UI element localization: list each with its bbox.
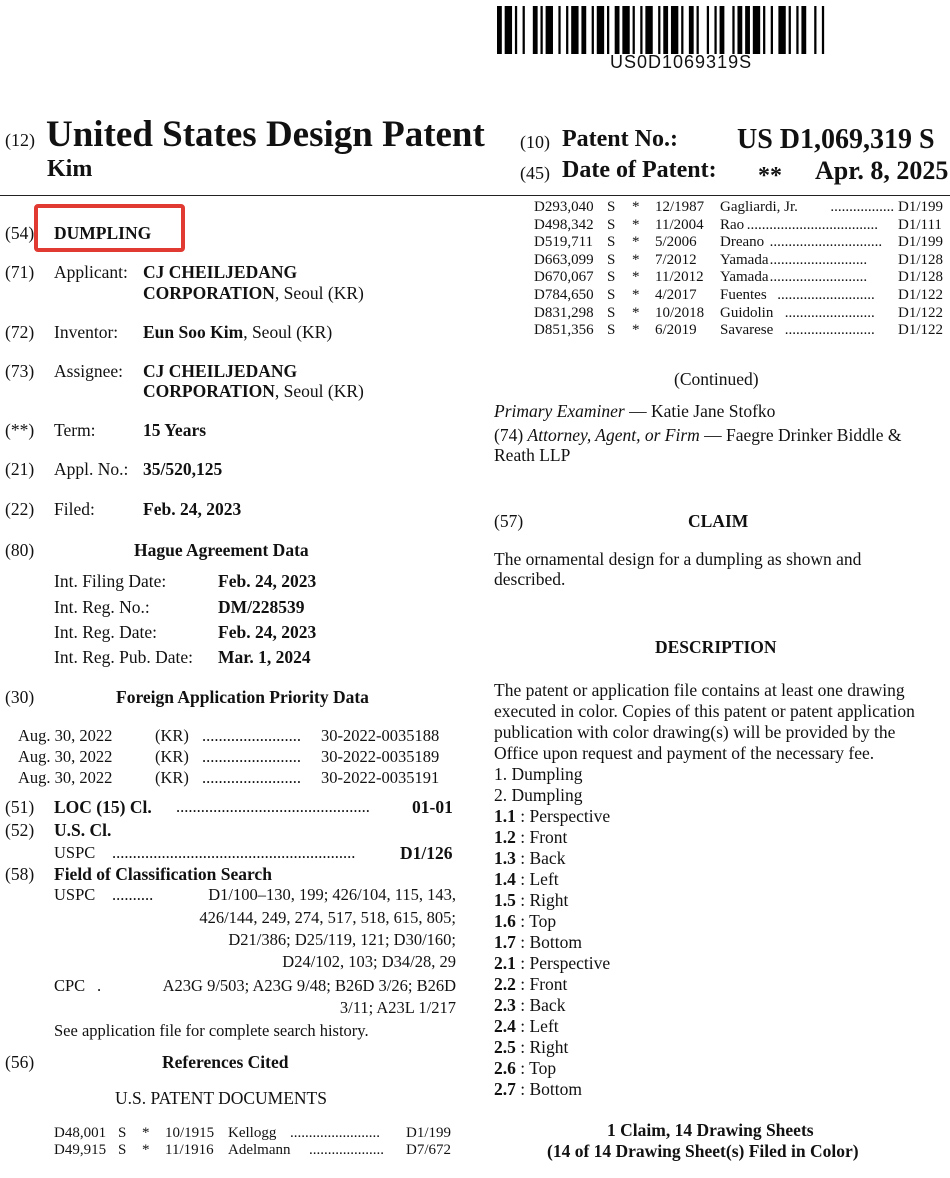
- figure-item: [494, 1037, 568, 1058]
- patent-number: US D1,069,319 S: [737, 124, 935, 155]
- ref-date: 11/2012: [655, 269, 704, 286]
- figure-item: [494, 785, 582, 806]
- ref-name: Gagliardi, Jr.: [720, 199, 798, 215]
- ref-star: *: [632, 251, 640, 268]
- ref-kind: S: [607, 322, 616, 339]
- figure-item: [494, 1079, 582, 1100]
- ref-number: D293,040: [534, 199, 594, 215]
- ref-class: D1/128: [898, 269, 943, 286]
- barcode-bar: [505, 6, 512, 54]
- description-line: publication with color drawing(s) will be provided by the: [494, 722, 896, 742]
- foreign-country: (KR): [155, 726, 189, 745]
- reference-row: [0, 199, 950, 217]
- foreign-number: 30-2022-0035188: [321, 726, 440, 745]
- ref-number: D519,711: [534, 234, 594, 251]
- barcode-bar: [558, 6, 560, 54]
- uscl-code: (52): [5, 820, 35, 840]
- barcode-bar: [697, 6, 699, 54]
- dot-leader: ....................: [309, 1142, 384, 1158]
- barcode-bar: [778, 6, 785, 54]
- loc-code: (51): [5, 797, 35, 817]
- ref-class: D1/122: [898, 304, 943, 321]
- figure-number: 1.1: [494, 806, 516, 826]
- figure-item: [494, 869, 559, 890]
- ref-star: *: [142, 1142, 150, 1158]
- ref-date: 11/2004: [655, 216, 704, 233]
- ref-class: D1/128: [898, 251, 943, 268]
- ref-kind: S: [607, 251, 616, 268]
- date-label: Date of Patent:: [562, 157, 717, 183]
- barcode-bar: [615, 6, 620, 54]
- ref-name: Kellogg: [228, 1125, 277, 1141]
- dot-leader: ........................: [202, 768, 301, 787]
- filed-code: (22): [5, 499, 35, 519]
- figure-item: [494, 806, 610, 827]
- figure-item: [494, 764, 582, 785]
- dot-leader: ..........................: [777, 287, 875, 303]
- barcode-bar: [640, 6, 642, 54]
- ref-date: 4/2017: [655, 287, 697, 303]
- figure-item: [494, 974, 567, 995]
- patent-no-label: Patent No.:: [562, 126, 678, 152]
- barcode-bar: [663, 6, 668, 54]
- foreign-number: 30-2022-0035191: [321, 768, 440, 787]
- claim-text-line2: described.: [494, 569, 566, 589]
- hague-value: Feb. 24, 2023: [218, 622, 317, 642]
- dot-leader: ..............................: [769, 234, 883, 251]
- claims-summary: 1 Claim, 14 Drawing Sheets: [607, 1120, 814, 1140]
- figure-label: : Perspective: [515, 806, 611, 826]
- field-line: D1/100–130, 199; 426/104, 115, 143,: [208, 885, 456, 904]
- barcode-bar: [745, 6, 750, 54]
- figure-label: : Back: [515, 995, 566, 1015]
- figure-number: 1.2: [494, 827, 516, 847]
- foreign-code: (30): [5, 687, 35, 707]
- figure-label: : Back: [515, 848, 566, 868]
- ref-star: *: [632, 234, 640, 251]
- barcode-number: US0D1069319S: [610, 52, 753, 72]
- continued-note: (Continued): [674, 369, 759, 389]
- barcode: [497, 6, 827, 54]
- assignee-code: (73): [5, 361, 35, 381]
- dot-leader: ........................: [202, 747, 301, 766]
- ref-class: D1/199: [898, 234, 943, 251]
- ref-star: *: [632, 304, 640, 321]
- term-label: Term:: [54, 420, 96, 440]
- ref-class: D1/199: [898, 199, 943, 215]
- barcode-bar: [771, 6, 773, 54]
- ref-date: 11/1916: [165, 1142, 214, 1158]
- uspc-label: USPC: [54, 843, 96, 862]
- dot-leader: .: [97, 976, 102, 995]
- foreign-country: (KR): [155, 747, 189, 766]
- barcode-bar: [497, 6, 502, 54]
- hague-value: Mar. 1, 2024: [218, 647, 311, 667]
- ref-name: Savarese: [720, 322, 774, 339]
- description-line: The patent or application file contains at least one drawing: [494, 680, 905, 700]
- figure-item: [494, 827, 567, 848]
- applicant-label: Applicant:: [54, 262, 128, 282]
- figure-label: : Perspective: [515, 953, 611, 973]
- barcode-bar: [540, 6, 542, 54]
- ref-number: D851,356: [534, 322, 594, 339]
- loc-label: LOC (15) Cl.: [54, 797, 152, 817]
- reference-row: [0, 234, 950, 252]
- design-title: DUMPLING: [54, 223, 152, 243]
- ref-name: Dreano: [720, 234, 765, 251]
- figure-number: 1.4: [494, 869, 516, 889]
- assignee-label: Assignee:: [54, 361, 124, 381]
- ref-class: D1/199: [406, 1125, 451, 1141]
- reference-row: [0, 217, 950, 235]
- barcode-bar: [822, 6, 824, 54]
- dot-leader: ...........................................................: [112, 843, 356, 862]
- field-code: (58): [5, 864, 35, 884]
- figure-label: : Left: [515, 869, 559, 889]
- hague-label: Int. Reg. Date:: [54, 622, 158, 642]
- reference-row: [0, 305, 950, 323]
- figure-item: [494, 890, 568, 911]
- foreign-number: 30-2022-0035189: [321, 747, 440, 766]
- reference-row: [0, 287, 950, 305]
- barcode-bar: [714, 6, 716, 54]
- barcode-bar: [592, 6, 594, 54]
- ref-class: D1/122: [898, 287, 943, 303]
- barcode-bar: [801, 6, 806, 54]
- figure-item: [494, 953, 610, 974]
- figure-label: 2. Dumpling: [494, 785, 583, 805]
- ref-number: D831,298: [534, 304, 594, 321]
- barcode-bar: [681, 6, 683, 54]
- foreign-date: Aug. 30, 2022: [18, 747, 113, 766]
- barcode-bar: [671, 6, 678, 54]
- ref-class: D1/111: [898, 216, 942, 233]
- assignee-name-line1: CJ CHEILJEDANG: [143, 361, 298, 381]
- figure-label: : Bottom: [515, 932, 582, 952]
- date-stars: **: [758, 163, 782, 189]
- inventor-name: Eun Soo Kim, Seoul (KR): [143, 322, 333, 342]
- dot-leader: ........................: [784, 322, 875, 339]
- figure-number: 1.5: [494, 890, 516, 910]
- ref-kind: S: [607, 287, 616, 303]
- ref-star: *: [632, 199, 640, 215]
- ref-kind: S: [607, 234, 616, 251]
- barcode-bar: [753, 6, 760, 54]
- figure-number: 1.3: [494, 848, 516, 868]
- ref-name: Rao: [720, 216, 745, 233]
- patent-no-code: (10): [520, 132, 550, 152]
- figure-item: [494, 1016, 559, 1037]
- dot-leader: ...............................................: [176, 797, 370, 816]
- ref-name: Guidolin: [720, 304, 774, 321]
- term-value: 15 Years: [143, 420, 207, 440]
- dot-leader: ..........: [112, 885, 154, 904]
- barcode-bar: [789, 6, 791, 54]
- ref-kind: S: [607, 199, 616, 215]
- foreign-date: Aug. 30, 2022: [18, 726, 113, 745]
- barcode-bar: [633, 6, 635, 54]
- figure-number: 2.1: [494, 953, 516, 973]
- figure-number: 2.2: [494, 974, 516, 994]
- ref-number: D670,067: [534, 269, 594, 286]
- dot-leader: ..........................: [769, 269, 868, 286]
- barcode-bar: [689, 6, 694, 54]
- description-heading: DESCRIPTION: [655, 637, 777, 657]
- ref-star: *: [632, 322, 640, 339]
- barcode-bar: [814, 6, 816, 54]
- ref-kind: S: [118, 1125, 127, 1141]
- figure-label: : Right: [515, 890, 569, 910]
- inventor-short: Kim: [47, 156, 93, 182]
- barcode-bar: [645, 6, 652, 54]
- claim-heading: CLAIM: [688, 511, 749, 531]
- ref-star: *: [632, 287, 640, 303]
- figure-label: : Bottom: [515, 1079, 582, 1099]
- figure-item: [494, 932, 582, 953]
- uscl-label: U.S. Cl.: [54, 820, 112, 840]
- barcode-bar: [720, 6, 725, 54]
- uspc-value: D1/126: [400, 843, 453, 863]
- cpc-line: 3/11; A23L 1/217: [339, 998, 456, 1017]
- ref-number: D498,342: [534, 216, 594, 233]
- barcode-bar: [566, 6, 568, 54]
- dot-leader: ...................................: [746, 216, 879, 233]
- claim-code: (57): [494, 511, 524, 531]
- inventor-label: Inventor:: [54, 322, 119, 342]
- ref-name: Yamada: [720, 269, 769, 286]
- reference-row: [0, 252, 950, 270]
- ref-class: D1/122: [898, 322, 943, 339]
- figure-label: : Top: [515, 1058, 557, 1078]
- ref-date: 10/2018: [655, 304, 705, 321]
- barcode-bar: [737, 6, 742, 54]
- barcode-bar: [622, 6, 629, 54]
- ref-name: Fuentes: [720, 287, 767, 303]
- barcode-bar: [571, 6, 578, 54]
- type-code: (12): [5, 130, 35, 150]
- barcode-bar: [658, 6, 660, 54]
- applicant-name-line2: CORPORATION, Seoul (KR): [143, 283, 364, 303]
- barcode-bar: [732, 6, 734, 54]
- hague-code: (80): [5, 540, 35, 560]
- claim-text-line1: The ornamental design for a dumpling as shown and: [494, 549, 862, 569]
- foreign-date: Aug. 30, 2022: [18, 768, 113, 787]
- ref-kind: S: [607, 304, 616, 321]
- hague-value: Feb. 24, 2023: [218, 571, 317, 591]
- reference-row: [0, 269, 950, 287]
- field-label: Field of Classification Search: [54, 864, 272, 884]
- inventor-code: (72): [5, 322, 35, 342]
- hague-value: DM/228539: [218, 597, 305, 617]
- barcode-bar: [581, 6, 586, 54]
- hague-heading: Hague Agreement Data: [134, 540, 309, 560]
- figure-number: 2.4: [494, 1016, 516, 1036]
- barcode-bar: [763, 6, 765, 54]
- primary-examiner: Primary Examiner — Katie Jane Stofko: [494, 401, 776, 421]
- barcode-bar: [546, 6, 553, 54]
- figure-number: 2.6: [494, 1058, 516, 1078]
- dot-leader: ..........................: [769, 251, 868, 268]
- figure-label: : Top: [515, 911, 557, 931]
- figure-number: 1.6: [494, 911, 516, 931]
- term-code: (**): [5, 420, 35, 440]
- appl-code: (21): [5, 459, 35, 479]
- ref-date: 5/2006: [655, 234, 697, 251]
- figure-item: [494, 1058, 556, 1079]
- reference-row: [0, 322, 950, 340]
- ref-kind: S: [607, 216, 616, 233]
- foreign-heading: Foreign Application Priority Data: [116, 687, 369, 707]
- field-uspc-label: USPC: [54, 885, 96, 904]
- dot-leader: ........................: [784, 304, 875, 321]
- figure-item: [494, 848, 565, 869]
- ref-star: *: [632, 269, 640, 286]
- figure-item: [494, 995, 565, 1016]
- figure-number: 2.5: [494, 1037, 516, 1057]
- refs-code: (56): [5, 1052, 35, 1072]
- attorney-line1: (74) Attorney, Agent, or Firm — Faegre Drinker Biddle &: [494, 425, 902, 445]
- us-docs-heading: U.S. PATENT DOCUMENTS: [115, 1088, 327, 1108]
- sheets-summary: (14 of 14 Drawing Sheet(s) Filed in Color): [547, 1141, 859, 1161]
- attorney-line2: Reath LLP: [494, 445, 571, 465]
- barcode-bar: [533, 6, 538, 54]
- foreign-country: (KR): [155, 768, 189, 787]
- barcode-bar: [597, 6, 604, 54]
- ref-number: D48,001: [54, 1125, 107, 1141]
- ref-date: 10/1915: [165, 1125, 215, 1141]
- patent-date: Apr. 8, 2025: [815, 156, 949, 185]
- applicant-name-line1: CJ CHEILJEDANG: [143, 262, 298, 282]
- figure-item: [494, 911, 556, 932]
- ref-class: D7/672: [406, 1142, 451, 1158]
- assignee-name-line2: CORPORATION, Seoul (KR): [143, 381, 364, 401]
- barcode-bar: [796, 6, 798, 54]
- hague-label: Int. Filing Date:: [54, 571, 167, 591]
- appl-label: Appl. No.:: [54, 459, 129, 479]
- dot-leader: ........................: [202, 726, 301, 745]
- field-line: D21/386; D25/119, 121; D30/160;: [228, 930, 456, 949]
- cpc-label: CPC: [54, 976, 86, 995]
- date-code: (45): [520, 163, 550, 183]
- dot-leader: ........................: [290, 1125, 380, 1141]
- figure-label: : Left: [515, 1016, 559, 1036]
- ref-kind: S: [118, 1142, 127, 1158]
- barcode-bar: [515, 6, 517, 54]
- field-line: 426/144, 249, 274, 517, 518, 615, 805;: [199, 908, 456, 927]
- ref-date: 12/1987: [655, 199, 705, 215]
- filed-label: Filed:: [54, 499, 95, 519]
- hague-label: Int. Reg. No.:: [54, 597, 150, 617]
- applicant-code: (71): [5, 262, 35, 282]
- refs-heading: References Cited: [162, 1052, 289, 1072]
- figure-number: 1.7: [494, 932, 516, 952]
- ref-number: D784,650: [534, 287, 594, 303]
- appl-number: 35/520,125: [143, 459, 223, 479]
- search-history-note: See application file for complete search history.: [54, 1021, 369, 1040]
- ref-number: D49,915: [54, 1142, 107, 1158]
- ref-kind: S: [607, 269, 616, 286]
- ref-star: *: [632, 216, 640, 233]
- figure-label: : Front: [515, 974, 568, 994]
- title-code: (54): [5, 223, 35, 243]
- figure-number: 2.7: [494, 1079, 516, 1099]
- figure-label: 1. Dumpling: [494, 764, 583, 784]
- barcode-bar: [707, 6, 709, 54]
- barcode-bar: [607, 6, 609, 54]
- figure-label: : Right: [515, 1037, 569, 1057]
- ref-date: 7/2012: [655, 251, 697, 268]
- description-line: Office upon request and payment of the necessary fee.: [494, 743, 875, 763]
- ref-star: *: [142, 1125, 150, 1141]
- header-rule: [0, 195, 950, 196]
- ref-number: D663,099: [534, 251, 594, 268]
- description-line: executed in color. Copies of this patent or patent application: [494, 701, 915, 721]
- document-title: United States Design Patent: [46, 114, 485, 155]
- filed-date: Feb. 24, 2023: [143, 499, 242, 519]
- field-line: D24/102, 103; D34/28, 29: [282, 952, 456, 971]
- ref-name: Yamada: [720, 251, 769, 268]
- barcode-bar: [523, 6, 525, 54]
- ref-date: 6/2019: [655, 322, 697, 339]
- loc-value: 01-01: [412, 797, 453, 817]
- figure-label: : Front: [515, 827, 568, 847]
- figure-number: 2.3: [494, 995, 516, 1015]
- dot-leader: .................: [830, 199, 895, 215]
- cpc-line: A23G 9/503; A23G 9/48; B26D 3/26; B26D: [162, 976, 456, 995]
- hague-label: Int. Reg. Pub. Date:: [54, 647, 194, 667]
- ref-name: Adelmann: [228, 1142, 291, 1158]
